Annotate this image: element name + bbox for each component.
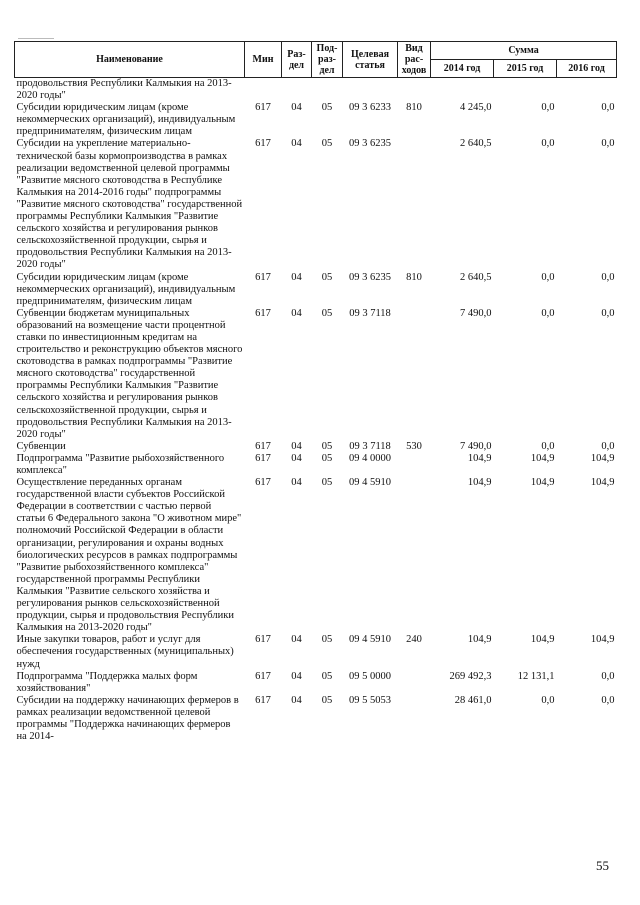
row-2014: 2 640,5	[460, 271, 492, 283]
row-2016: 0,0	[601, 670, 615, 682]
row-2015: 0,0	[541, 271, 555, 283]
row-podrazdel: 05	[321, 634, 333, 646]
row-podrazdel: 05	[321, 271, 333, 283]
row-vid: 240	[406, 634, 422, 646]
row-min: 617	[255, 670, 271, 682]
row-min: 617	[255, 271, 271, 283]
row-2016	[557, 78, 617, 103]
row-vid	[398, 477, 431, 634]
row-name: Субсидии на укрепление материально-технической базы кормопроизводства в рамках реализации ведомственной целевой программы "Развитие мясного скотоводства в Республике Калмыкия на 2014-2016 годы" подпрограммы "Развитие мясного скотоводства" государственной программы Республики Калмыкия "Развитие сельского хозяйства и регулирования рынков сельскохозяйственной продукции, сырья и продовольствия Республики Калмыкия на 2013-2020 годы"	[16, 138, 243, 271]
row-min: 617	[255, 477, 271, 489]
row-name: Субсидии юридическим лицам (кроме некоммерческих организаций), индивидуальным предпринимателям, физическим лицам	[16, 271, 236, 307]
row-razdel: 04	[291, 670, 302, 682]
row-name: продовольствия Республики Калмыкия на 2013-2020 годы"	[16, 78, 232, 102]
row-razdel: 04	[291, 307, 302, 319]
row-2016: 104,9	[590, 634, 615, 646]
row-2015	[494, 78, 557, 103]
row-2015: 12 131,1	[517, 670, 555, 682]
budget-document	[14, 41, 616, 743]
row-article: 09 4 5910	[349, 634, 391, 646]
header-summa: Сумма	[431, 42, 617, 60]
row-name: Осуществление переданных органам государственной власти субъектов Российской Федерации в соответствии с частью первой статьи 6 Федерального закона "О животном мире" полномочий Российской Федерации в области организации, регулирования и охраны водных биологических ресурсов в рамках подпрограммы "Развитие рыбохозяйственного комплекса" государственной программы Республики Калмыкия "Развитие сельского хозяйства и регулирования рынков сельскохозяйственной продукции, сырья и продовольствия Республики Калмыкия на 2013-2020 годы"	[16, 477, 242, 634]
header-2015: 2015 год	[494, 60, 557, 78]
row-2015: 0,0	[541, 102, 555, 114]
row-razdel	[282, 78, 312, 103]
row-podrazdel: 05	[321, 307, 333, 319]
row-podrazdel: 05	[321, 670, 333, 682]
row-2014: 104,9	[467, 452, 492, 464]
row-razdel: 04	[291, 477, 302, 489]
row-min: 617	[255, 440, 271, 452]
row-name: Субвенции бюджетам муниципальных образований на возмещение части процентной ставки по инвестиционным кредитам на строительство и реконструкцию объектов мясного скотоводства в рамках подпрограммы "Развитие мясного скотоводства" государственной программы Республики Калмыкия "Развитие сельского хозяйства и регулирования рынков сельскохозяйственной продукции, сырья и продовольствия Республики Калмыкия на 2013-2020 годы"	[16, 307, 243, 440]
row-podrazdel: 05	[321, 138, 333, 150]
row-article: 09 3 6235	[349, 138, 391, 150]
table-row	[15, 453, 617, 477]
table-row	[15, 695, 617, 743]
row-name: Субсидии на поддержку начинающих фермеров в рамках реализации ведомственной целевой программы "Поддержка начинающих фермеров на 2014-	[16, 694, 239, 743]
row-razdel: 04	[291, 694, 302, 706]
header-razdel: Раз-дел	[282, 42, 312, 78]
header-name: Наименование	[15, 42, 245, 78]
row-2014: 7 490,0	[460, 440, 492, 452]
row-2016: 104,9	[590, 452, 615, 464]
table-row	[15, 441, 617, 453]
row-2014: 104,9	[467, 477, 492, 489]
table-row	[15, 308, 617, 441]
row-razdel: 04	[291, 271, 302, 283]
table-row	[15, 671, 617, 695]
row-article: 09 3 7118	[349, 307, 391, 319]
table-row	[15, 138, 617, 271]
row-min: 617	[255, 452, 271, 464]
row-2015: 0,0	[541, 138, 555, 150]
row-2016: 0,0	[601, 271, 615, 283]
row-podrazdel: 05	[321, 452, 333, 464]
row-article: 09 5 0000	[349, 670, 391, 682]
row-name: Подпрограмма "Развитие рыбохозяйственного комплекса"	[16, 452, 225, 476]
row-article	[343, 78, 398, 103]
row-podrazdel	[312, 78, 343, 103]
row-2014: 104,9	[467, 634, 492, 646]
row-min	[245, 78, 282, 103]
header-min: Мин	[245, 42, 282, 78]
row-2016: 0,0	[601, 440, 615, 452]
row-2014: 7 490,0	[460, 307, 492, 319]
row-razdel: 04	[291, 634, 302, 646]
table-row	[15, 102, 617, 138]
row-name: Подпрограмма "Поддержка малых форм хозяйствования"	[16, 670, 198, 694]
row-razdel: 04	[291, 138, 302, 150]
table-header	[15, 42, 617, 78]
row-name: Субсидии юридическим лицам (кроме некоммерческих организаций), индивидуальным предпринимателям, физическим лицам	[16, 102, 236, 138]
page-number: 55	[596, 858, 609, 873]
row-2015: 104,9	[530, 634, 555, 646]
header-article: Целевая статья	[343, 42, 398, 78]
row-2015: 0,0	[541, 694, 555, 706]
table-row	[15, 634, 617, 670]
row-2015: 104,9	[530, 477, 555, 489]
row-min: 617	[255, 634, 271, 646]
row-vid	[398, 453, 431, 477]
table-row	[15, 272, 617, 308]
row-article: 09 5 5053	[349, 694, 391, 706]
header-2014: 2014 год	[431, 60, 494, 78]
row-name: Субвенции	[16, 440, 66, 452]
row-2016: 0,0	[601, 694, 615, 706]
row-podrazdel: 05	[321, 477, 333, 489]
row-name: Иные закупки товаров, работ и услуг для обеспечения государственных (муниципальных) нужд	[16, 634, 234, 670]
row-vid	[398, 671, 431, 695]
row-2015: 104,9	[530, 452, 555, 464]
row-2015: 0,0	[541, 440, 555, 452]
table-row	[15, 78, 617, 103]
row-podrazdel: 05	[321, 102, 333, 114]
scan-artifact	[18, 38, 54, 39]
row-min: 617	[255, 102, 271, 114]
row-podrazdel: 05	[321, 440, 333, 452]
row-razdel: 04	[291, 452, 302, 464]
header-podrazdel: Под-раз-дел	[312, 42, 343, 78]
row-article: 09 3 6233	[349, 102, 391, 114]
row-vid	[398, 695, 431, 743]
row-2014	[431, 78, 494, 103]
row-podrazdel: 05	[321, 694, 333, 706]
row-2016: 0,0	[601, 307, 615, 319]
row-vid: 530	[406, 440, 422, 452]
row-2014: 4 245,0	[460, 102, 492, 114]
row-razdel: 04	[291, 440, 302, 452]
row-min: 617	[255, 694, 271, 706]
row-razdel: 04	[291, 102, 302, 114]
row-min: 617	[255, 138, 271, 150]
row-vid	[398, 138, 431, 271]
row-2016: 104,9	[590, 477, 615, 489]
row-2014: 2 640,5	[460, 138, 492, 150]
header-2016: 2016 год	[557, 60, 617, 78]
row-2015: 0,0	[541, 307, 555, 319]
row-min: 617	[255, 307, 271, 319]
row-article: 09 3 6235	[349, 271, 391, 283]
header-vid: Вид рас-ходов	[398, 42, 431, 78]
row-vid	[398, 308, 431, 441]
table-row	[15, 477, 617, 634]
row-vid: 810	[406, 271, 422, 283]
row-2014: 269 492,3	[449, 670, 492, 682]
row-2016: 0,0	[601, 138, 615, 150]
row-2014: 28 461,0	[454, 694, 492, 706]
row-vid	[398, 78, 431, 103]
row-vid: 810	[406, 102, 422, 114]
row-2016: 0,0	[601, 102, 615, 114]
budget-table	[14, 41, 617, 743]
row-article: 09 3 7118	[349, 440, 391, 452]
row-article: 09 4 0000	[349, 452, 391, 464]
row-article: 09 4 5910	[349, 477, 391, 489]
